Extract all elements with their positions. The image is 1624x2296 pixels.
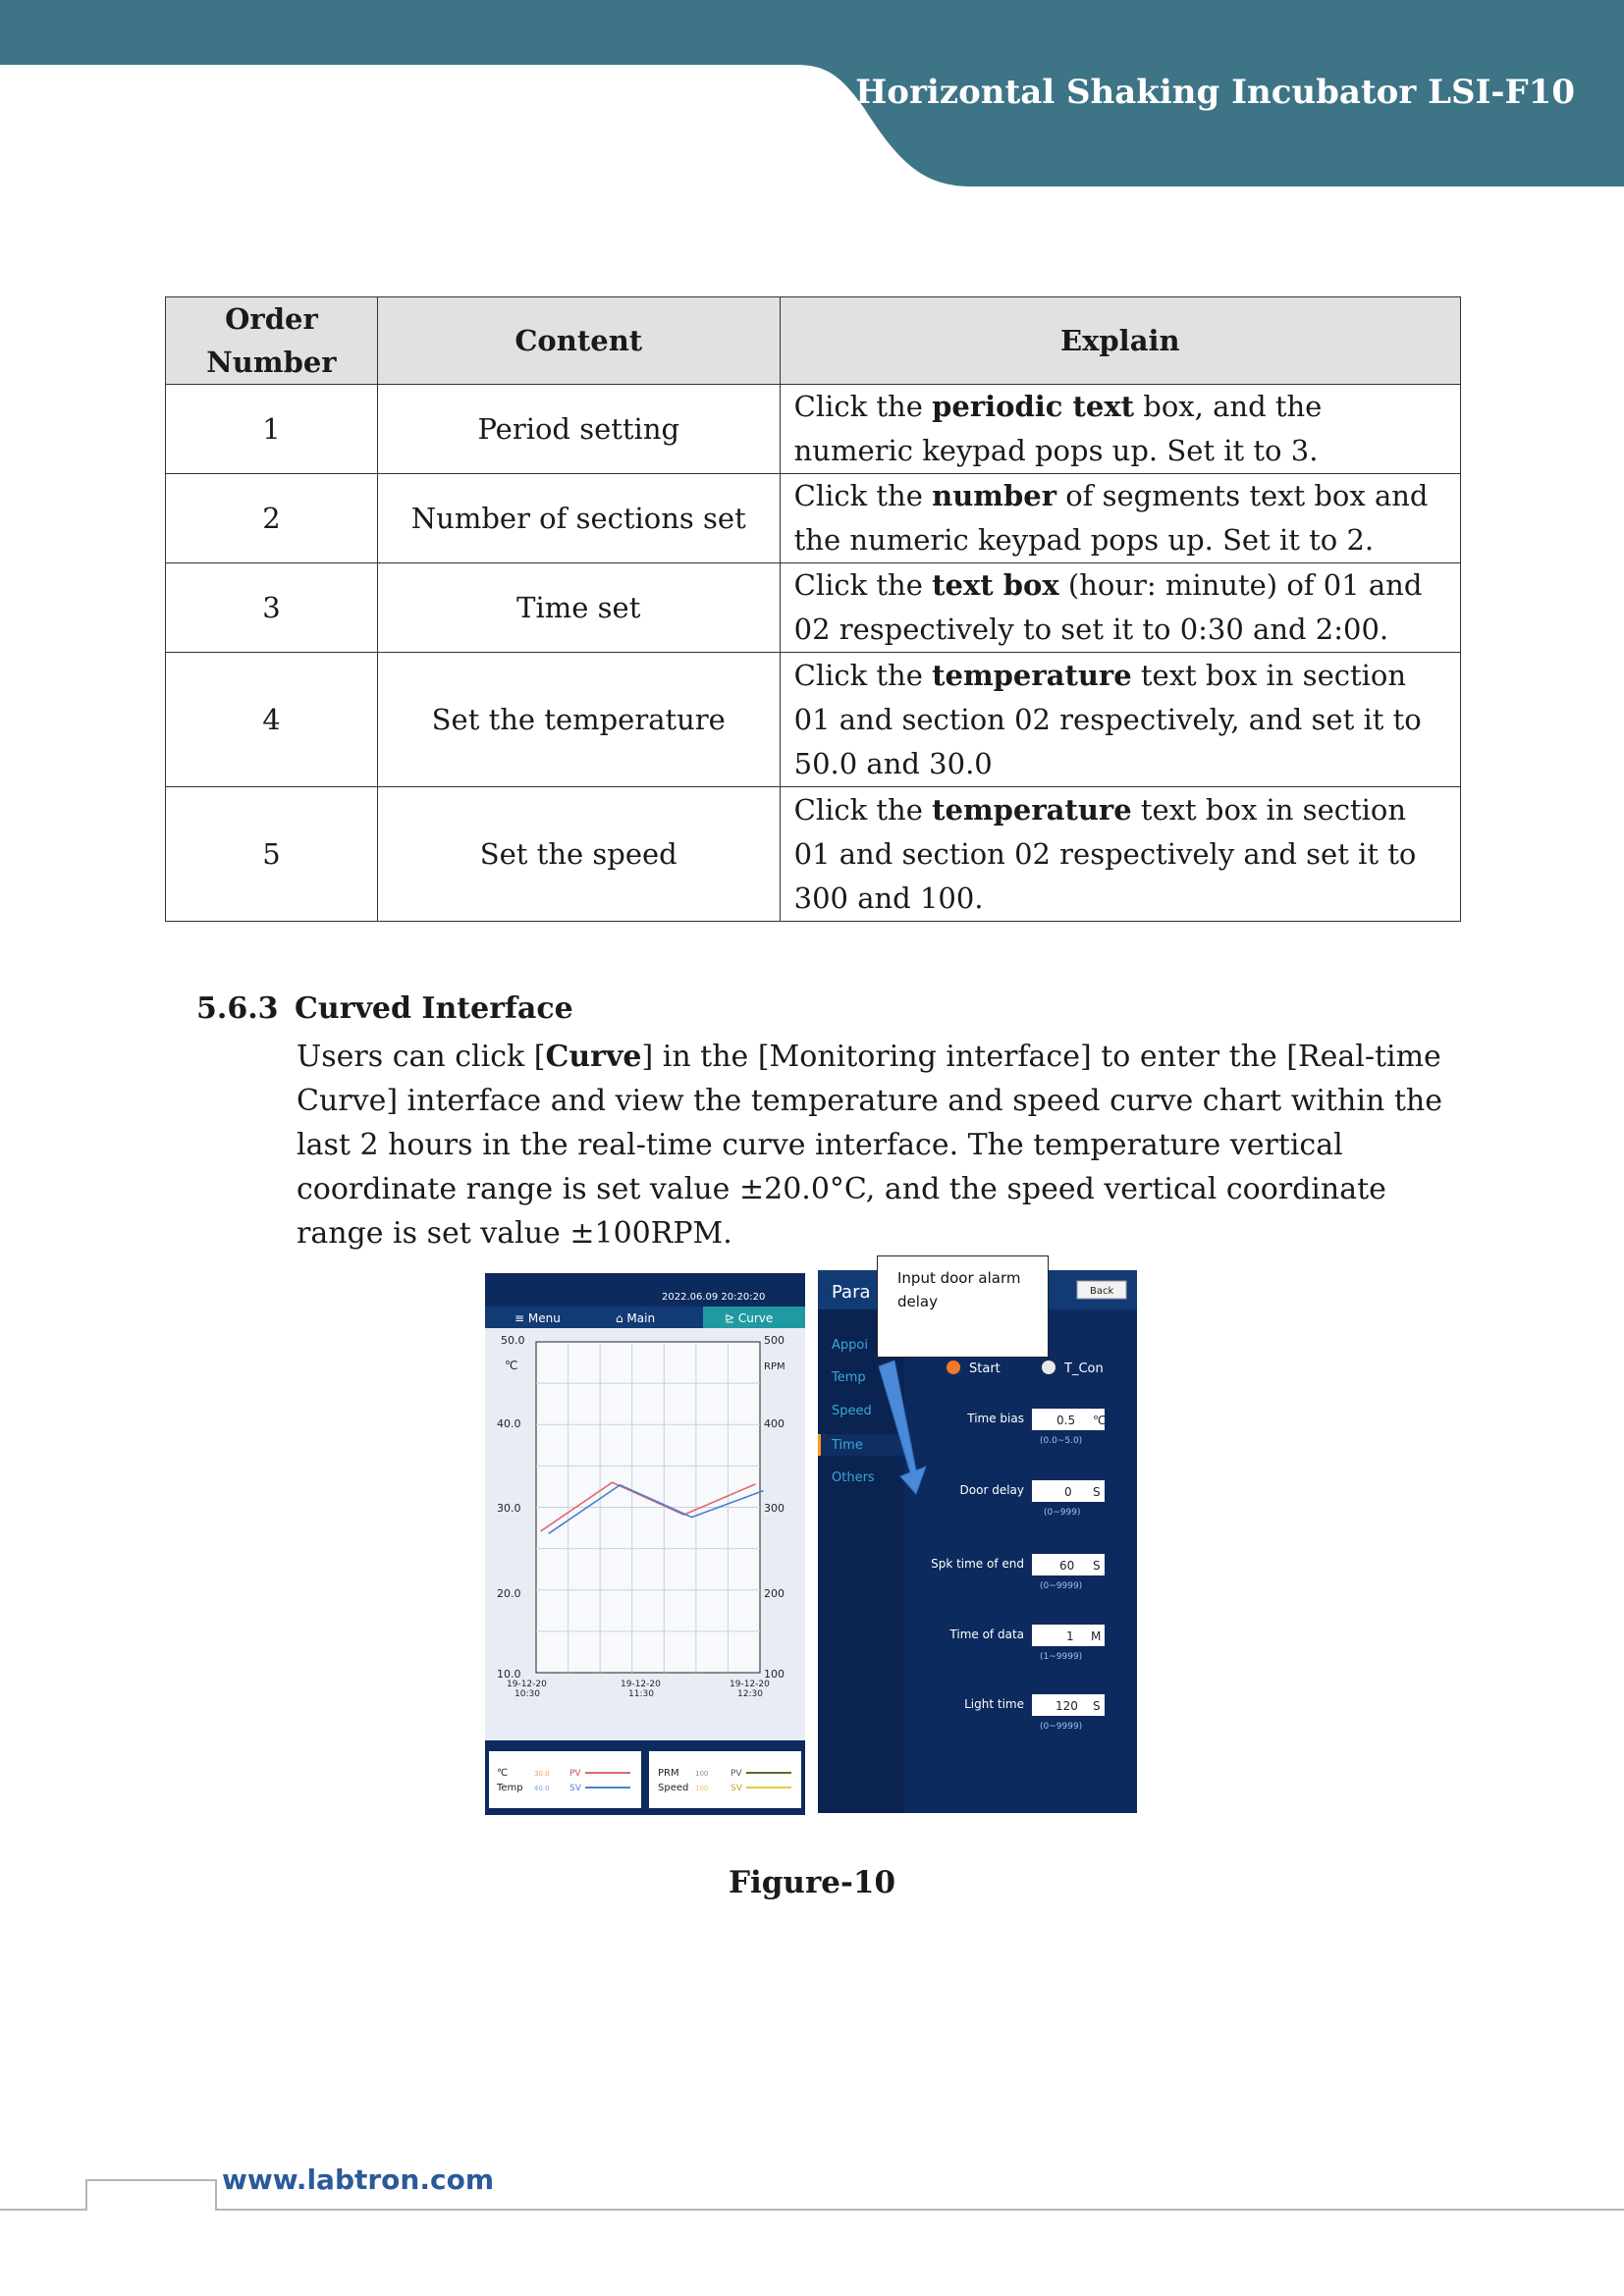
content-cell: Set the temperature [377,653,780,787]
radio-tcon[interactable] [1042,1361,1056,1374]
explain-text: Click the [793,390,933,423]
legend-speed-val1: 100 [695,1770,709,1778]
x-tick-date: 19-12-20 [730,1680,770,1689]
field-range: (0~9999) [1040,1581,1083,1591]
para-bold: Curve [545,1040,642,1074]
field-unit: M [1091,1629,1102,1643]
legend-speed-val2: 100 [695,1785,709,1792]
y-tick-right: 500 [764,1334,785,1347]
y-tick-right: 100 [764,1668,785,1681]
col-header-order [166,297,378,385]
footer-url[interactable]: www.labtron.com [222,2163,494,2196]
curve-datetime: 2022.06.09 20:20:20 [662,1292,766,1303]
tab-menu[interactable]: ≡ Menu [514,1311,561,1325]
field-unit: S [1093,1699,1101,1713]
legend-speed-label: Speed [658,1783,689,1793]
callout-box: Input door alarm delay [877,1255,1049,1358]
field-range: (1~9999) [1040,1652,1083,1662]
content-cell: Period setting [377,385,780,474]
order-cell: 4 [166,653,378,787]
para-text: Users can click [ [297,1040,546,1074]
field-value[interactable]: 60 [1059,1559,1075,1573]
y-tick: 30.0 [497,1502,521,1515]
explain-text: Click the [793,568,933,602]
col-header-explain: Explain [780,297,1460,385]
x-tick-date: 19-12-20 [621,1680,661,1689]
explain-bold: number [932,479,1056,512]
section-title: Curved Interface [295,991,573,1026]
y-tick: 20.0 [497,1587,521,1600]
y-tick: 10.0 [497,1668,521,1681]
section-paragraph [297,1035,1475,1255]
header-line: Order [225,302,318,336]
explain-text: (hour: minute) of 01 and 02 respectively to set it to 0:30 and 2:00. [793,568,1423,646]
field-value[interactable]: 0.5 [1056,1414,1076,1427]
table-row [166,474,1461,563]
field-label: Time of data [949,1628,1024,1641]
curve-screen [485,1273,805,1815]
legend-pv-label: PV [569,1769,581,1779]
y-tick: 40.0 [497,1417,521,1430]
order-cell: 2 [166,474,378,563]
explain-bold: temperature [932,658,1132,692]
y-unit-right: RPM [764,1362,785,1372]
field-value[interactable]: 0 [1064,1485,1072,1499]
explain-bold: periodic text [932,390,1135,423]
explain-cell [780,563,1460,653]
field-range: (0~999) [1044,1508,1081,1518]
field-unit: S [1093,1559,1101,1573]
menu-item-time[interactable]: Time [832,1438,863,1453]
order-cell: 5 [166,787,378,922]
field-unit: ℃ [1093,1414,1107,1427]
explain-cell [780,385,1460,474]
y-tick-right: 400 [764,1417,785,1430]
y-tick-right: 300 [764,1502,785,1515]
field-label: Spk time of end [931,1557,1024,1571]
field-range: (0.0~5.0) [1040,1436,1083,1446]
field-range: (0~9999) [1040,1722,1083,1732]
explain-text: Click the [793,792,933,827]
section-heading [196,991,573,1026]
field-label: Time bias [967,1412,1024,1425]
content-cell: Time set [377,563,780,653]
x-tick-time: 11:30 [628,1689,654,1699]
field-label: Light time [964,1697,1024,1711]
table-row [166,787,1461,922]
menu-item-speed[interactable]: Speed [832,1404,872,1418]
legend-speed-unit: PRM [658,1768,679,1779]
radio-start[interactable] [947,1361,960,1374]
explain-text: Click the [793,479,933,512]
menu-item-others[interactable]: Others [832,1470,875,1485]
legend-temp-val2: 40.0 [534,1785,550,1792]
explain-cell [780,787,1460,922]
y-unit-left: ℃ [505,1359,518,1372]
menu-item-temp[interactable]: Temp [832,1370,866,1385]
legend-speed-pv: PV [731,1769,742,1779]
explain-text: box, and the numeric keypad pops up. Set it to 3. [793,390,1323,467]
field-value[interactable]: 1 [1066,1629,1074,1643]
legend-speed [648,1750,802,1809]
x-tick-date: 19-12-20 [507,1680,547,1689]
explain-text: text box in section 01 and section 02 respectively and set it to 300 and 100. [793,792,1417,915]
settings-table [165,296,1461,922]
param-title: Para [832,1282,871,1303]
menu-active-indicator [818,1434,821,1456]
menu-item-appoi[interactable]: Appoi [832,1338,868,1353]
explain-bold: text box [932,568,1059,602]
col-header-content: Content [377,297,780,385]
back-button-label[interactable]: Back [1090,1286,1114,1297]
x-tick-time: 12:30 [737,1689,763,1699]
figure-caption: Figure-10 [728,1865,896,1900]
tab-main[interactable]: ⌂ Main [616,1311,656,1325]
legend-speed-sv: SV [731,1784,742,1793]
content-cell: Set the speed [377,787,780,922]
legend-temp [488,1750,642,1809]
section-number: 5.6.3 [196,991,279,1026]
y-tick: 50.0 [501,1334,525,1347]
explain-cell [780,474,1460,563]
field-unit: S [1093,1485,1101,1499]
explain-text: text box in section 01 and section 02 respectively, and set it to 50.0 and 30.0 [793,658,1422,780]
legend-temp-label: Temp [497,1783,523,1793]
explain-cell [780,653,1460,787]
explain-text: Click the [793,658,933,692]
field-label: Door delay [959,1483,1024,1497]
x-tick-time: 10:30 [514,1689,540,1699]
para-text: ] in the [Monitoring interface] to enter the [Real-time Curve] interface and view the temperature and speed curve chart within the last 2 hours in the real-time curve interface. The temperature vertical coordinate range is set value ±20.0°C, and the speed vertical coordinate range is set value ±100RPM. [297,1040,1442,1251]
explain-text: of segments text box and the numeric keypad pops up. Set it to 2. [793,479,1429,557]
content-cell: Number of sections set [377,474,780,563]
legend-sv-label: SV [569,1784,581,1793]
legend-temp-unit: ℃ [497,1768,509,1779]
radio-tcon-label: T_Con [1064,1362,1104,1376]
tab-curve[interactable]: ⊵ Curve [725,1311,774,1325]
document-title: Horizontal Shaking Incubator LSI-F10 [855,73,1575,112]
explain-bold: temperature [932,792,1132,827]
y-tick-right: 200 [764,1587,785,1600]
radio-start-label: Start [969,1362,1001,1376]
header-line: Number [206,346,337,379]
field-value[interactable]: 120 [1056,1699,1078,1713]
table-row [166,653,1461,787]
order-cell: 1 [166,385,378,474]
table-row [166,385,1461,474]
order-cell: 3 [166,563,378,653]
table-row [166,563,1461,653]
table-header-row [166,297,1461,385]
legend-temp-val1: 30.0 [534,1770,550,1778]
